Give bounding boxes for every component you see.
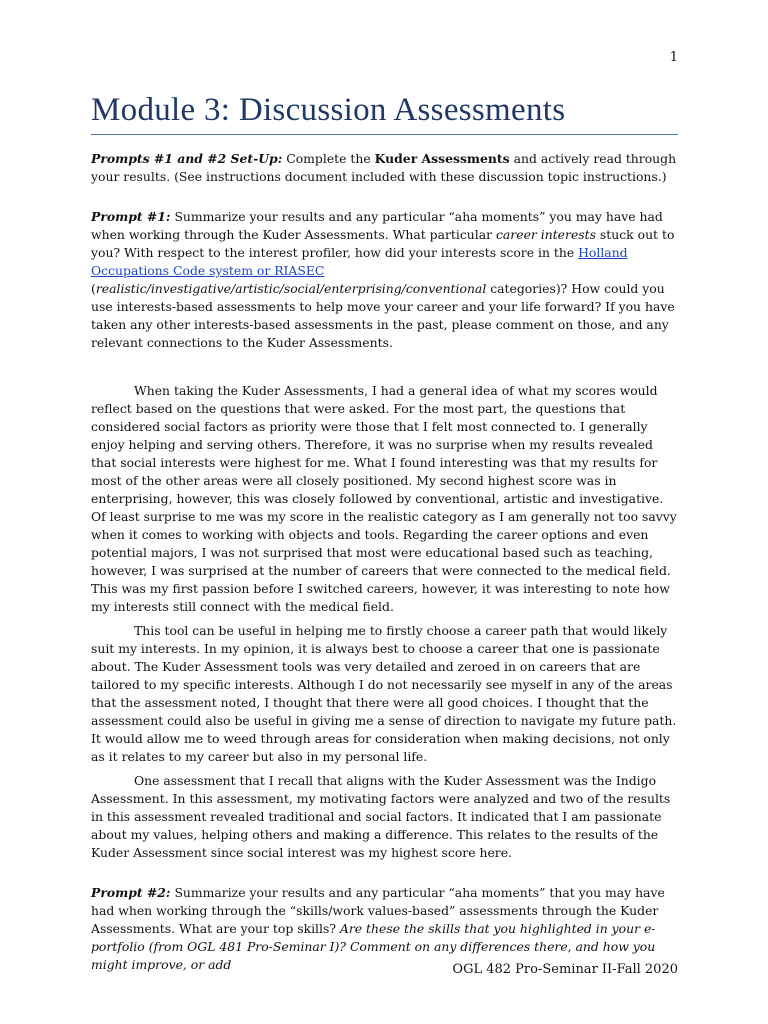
response-paragraph-3: One assessment that I recall that aligns with the Kuder Assessment was the Indigo Assessment. In this assessment, my motivating factors were analyzed and two of the results in this assessment revealed traditional and social factors. It indicated that I am passionate about my values, helping others and making a difference. This relates to the results of the Kuder Assessment since social interest was my highest score here. (91, 773, 671, 860)
setup-bold-kuder: Kuder Assessments (374, 151, 510, 166)
prompt2-text-a: Summarize your results and any particular “aha moments” that you may have had when working through the “skills/work values-based” assessments through the Kuder Assessments. What are your top skills? (91, 885, 665, 936)
document-body (91, 150, 678, 996)
prompt1-italic-career-interests: career interests (495, 227, 596, 242)
holland-code-link[interactable]: Holland Occupations Code system or RIASEC (91, 245, 628, 278)
setup-paragraph (91, 150, 678, 186)
prompt1-text-d: categories)? How could you use interests-based assessments to help move your career and your life forward? If you have taken any other interests-based assessments in the past, please comment on those, and any relevant connections to the Kuder Assessments. (91, 281, 675, 350)
prompt1-italic-categories: realistic/investigative/artistic/social/enterprising/conventional (95, 281, 487, 296)
page-footer: OGL 482 Pro-Seminar II-Fall 2020 (452, 962, 678, 977)
prompt1-label: Prompt #1: (91, 209, 171, 224)
response-paragraph-1: When taking the Kuder Assessments, I had a general idea of what my scores would reflect based on the questions that were asked. For the most part, the questions that considered social factors as priority were those that I felt most connected to. I generally enjoy helping and serving others. Therefore, it was no surprise when my results revealed that social interests were highest for me. What I found interesting was that my results for most of the other areas were all closely positioned. My second highest score was in enterprising, however, this was closely followed by conventional, artistic and investigative. Of least surprise to me was my score in the realistic category as I am generally not too savvy when it comes to working with objects and tools. Regarding the career options and even potential majors, I was not surprised that most were educational based such as teaching, however, I was surprised at the number of careers that were connected to the medical field. This was my first passion before I switched careers, however, it was interesting to note how my interests still connect with the medical field. (91, 383, 677, 614)
response-paragraph-2: This tool can be useful in helping me to firstly choose a career path that would likely suit my interests. In my opinion, it is always best to choose a career that one is passionate about. The Kuder Assessment tools was very detailed and zeroed in on careers that are tailored to my specific interests. Although I do not necessarily see myself in any of the areas that the assessment noted, I thought that there were all good choices. I thought that the assessment could also be useful in giving me a sense of direction to navigate my future path. It would allow me to weed through areas for consideration when making decisions, not only as it relates to my career but also in my personal life. (91, 623, 677, 764)
prompt1-text-c: ( (91, 281, 96, 296)
prompt2-label: Prompt #2: (91, 885, 171, 900)
document-title: Module 3: Discussion Assessments (91, 92, 566, 128)
prompt1-text-a: Summarize your results and any particular “aha moments” you may have had when working through the Kuder Assessments. What particular (91, 209, 663, 242)
setup-text-a: Complete the (282, 151, 375, 166)
prompt2-italic-eportfolio: Are these the skills that you highlighted in your e-portfolio (from OGL 481 Pro-Seminar I)? Comment on any differences there, and how you might improve, or add (91, 921, 656, 972)
prompt1-paragraph (91, 208, 678, 352)
setup-text-b: and actively read through your results. (See instructions document included with these discussion topic instructions.) (91, 151, 677, 184)
page-number: 1 (669, 50, 678, 65)
title-underline-rule (91, 134, 678, 135)
prompt2-paragraph (91, 884, 678, 974)
setup-label: Prompts #1 and #2 Set-Up: (91, 151, 283, 166)
prompt1-text-b: stuck out to you? With respect to the interest profiler, how did your interests score in the (91, 227, 675, 260)
